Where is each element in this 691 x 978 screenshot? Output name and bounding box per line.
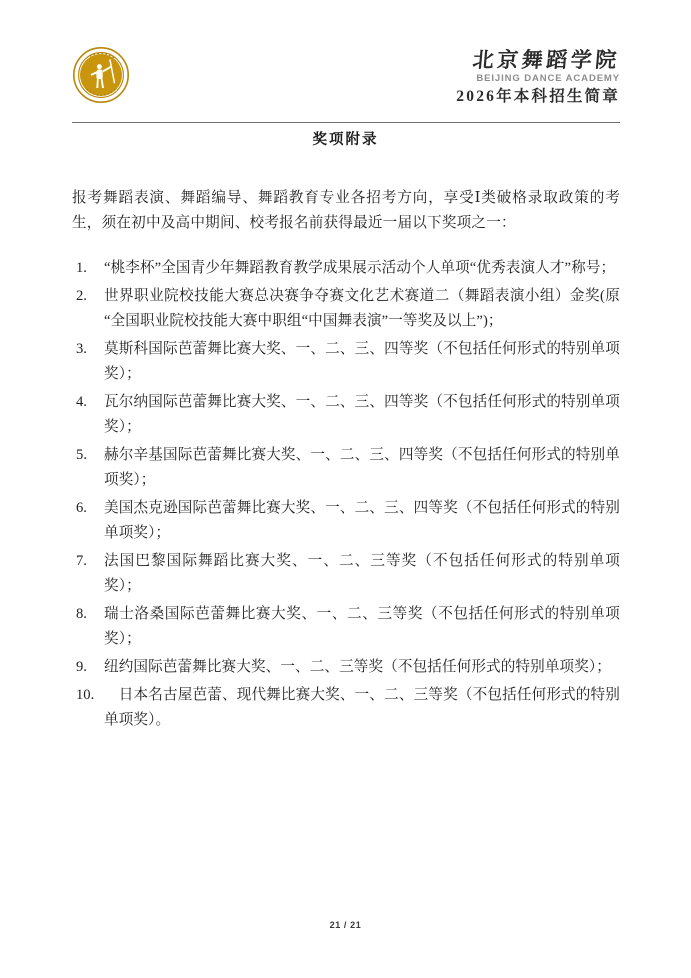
page-title: 奖项附录 [312,132,379,148]
list-item [72,655,620,680]
list-item-number: 3. [76,341,87,357]
list-item-number: 8. [76,606,87,622]
list-item-text: 世界职业院校技能大赛总决赛争夺赛文化艺术赛道二（舞蹈表演小组）金奖(原“全国职业院校技能大赛中职组“中国舞表演”一等奖及以上”)； [104,288,620,329]
list-item-text: 瓦尔纳国际芭蕾舞比赛大奖、一、二、三、四等奖（不包括任何形式的特别单项奖）； [104,394,620,435]
brand-year-subtitle: 2026年本科招生简章 [456,87,620,105]
list-item [72,496,620,546]
award-list [72,256,620,733]
list-item-number: 10. [76,687,95,703]
list-item-text: “桃李杯”全国青少年舞蹈教育教学成果展示活动个人单项“优秀表演人才”称号； [104,260,616,276]
brand-name-en: BEIJING DANCE ACADEMY [476,73,620,84]
list-item-text: 瑞士洛桑国际芭蕾舞比赛大奖、一、二、三等奖（不包括任何形式的特别单项奖）； [104,606,620,647]
list-item-text: 美国杰克逊国际芭蕾舞比赛大奖、一、二、三、四等奖（不包括任何形式的特别单项奖）； [104,500,620,541]
list-item-text: 赫尔辛基国际芭蕾舞比赛大奖、一、二、三、四等奖（不包括任何形式的特别单项奖）； [104,447,620,488]
list-item [72,390,620,440]
document-body [72,186,620,736]
list-item [72,256,620,281]
list-item [72,443,620,493]
list-item-number: 2. [76,288,87,304]
beijing-dance-academy-seal-icon [72,46,130,104]
brand-block [456,50,620,104]
list-item-text: 法国巴黎国际舞蹈比赛大奖、一、二、三等奖（不包括任何形式的特别单项奖）； [104,553,620,594]
header-divider [72,122,620,123]
list-item-number: 4. [76,394,87,410]
brand-name-cn: 北京舞蹈学院 [471,48,622,72]
list-item [72,683,620,733]
intro-paragraph: 报考舞蹈表演、舞蹈编导、舞蹈教育专业各招考方向，享受Ⅰ类破格录取政策的考生，须在初中及高中期间、校考报名前获得最近一届以下奖项之一： [72,190,620,231]
list-item-text: 日本名古屋芭蕾、现代舞比赛大奖、一、二、三等奖（不包括任何形式的特别单项奖）。 [104,687,620,728]
list-item-number: 7. [76,553,87,569]
list-item [72,549,620,599]
list-item-text: 莫斯科国际芭蕾舞比赛大奖、一、二、三、四等奖（不包括任何形式的特别单项奖）； [104,341,620,382]
page-number-indicator: 21 / 21 [329,920,362,930]
list-item [72,602,620,652]
list-item-number: 1. [76,260,87,276]
list-item-number: 6. [76,500,87,516]
list-item-text: 纽约国际芭蕾舞比赛大奖、一、二、三等奖（不包括任何形式的特别单项奖）； [104,659,611,675]
page-header [72,44,620,122]
list-item [72,337,620,387]
list-item-number: 5. [76,447,87,463]
list-item-number: 9. [76,659,87,675]
list-item [72,284,620,334]
